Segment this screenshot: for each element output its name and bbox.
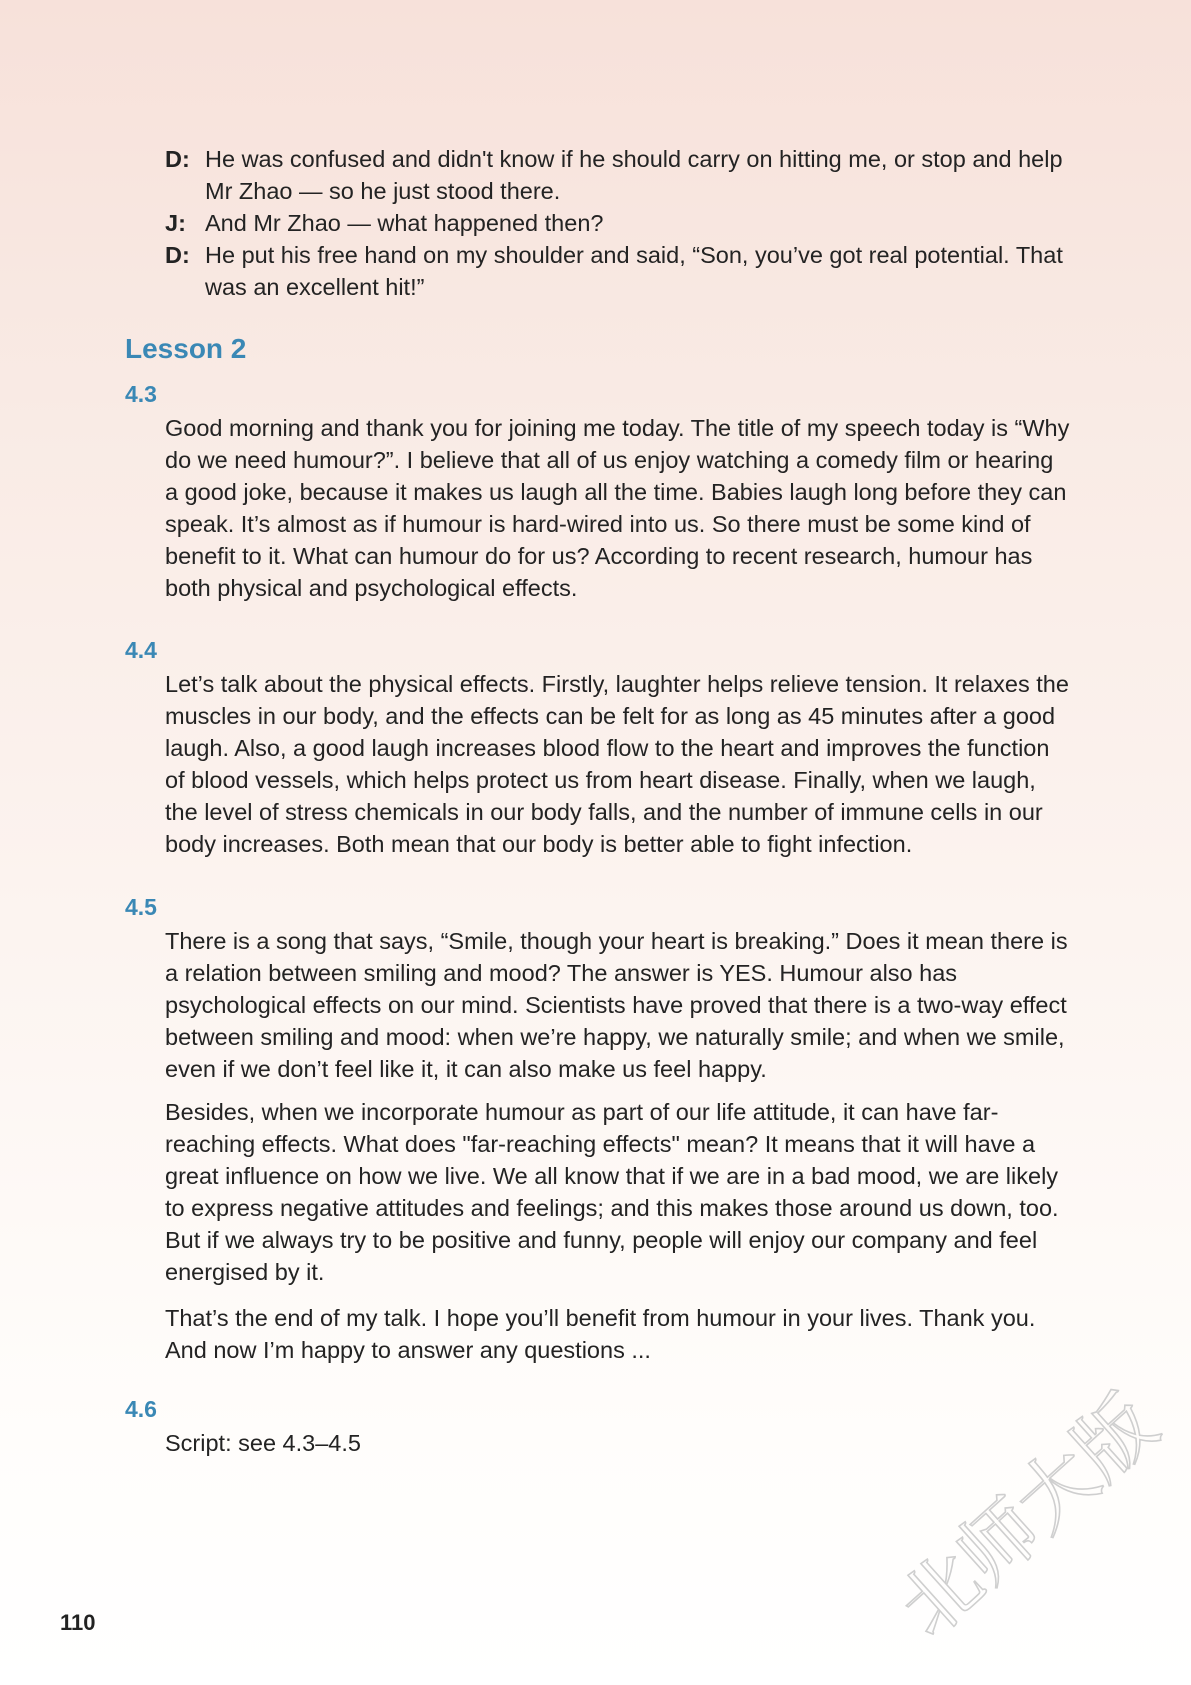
section-number-4-3: 4.3 — [125, 381, 157, 407]
section-number-4-5: 4.5 — [125, 894, 157, 920]
page-number: 110 — [60, 1610, 96, 1635]
speaker-label: J: — [165, 210, 186, 236]
dialogue-text: He put his free hand on my shoulder and said, “Son, you’ve got real potential. That was an excellent hit!” — [205, 242, 1063, 300]
section-4-3-paragraph: Good morning and thank you for joining me today. The title of my speech today is “Why do we need humour?”. I believe that all of us enjoy watching a comedy film or hearing a good joke, because it makes us laugh all the time. Babies laugh long before they can speak. It’s almost as if humour is hard-wired into us. So there must be some kind of benefit to it. What can humour do for us? According to recent research, humour has both physical and psychological effects. — [165, 415, 1070, 601]
dialogue-block — [165, 143, 1065, 303]
section-4-6-paragraph: Script: see 4.3–4.5 — [165, 1430, 361, 1456]
dialogue-text: He was confused and didn't know if he should carry on hitting me, or stop and help Mr Zhao — so he just stood there. — [205, 146, 1063, 204]
section-4-5-paragraph-1: There is a song that says, “Smile, though your heart is breaking.” Does it mean there is a relation between smiling and mood? The answer is YES. Humour also has psychological effects on our mind. Scientists have proved that there is a two-way effect between smiling and mood: when we’re happy, we naturally smile; and when we smile, even if we don’t feel like it, it can also make us feel happy. — [165, 928, 1068, 1082]
lesson-title: Lesson 2 — [125, 333, 247, 364]
dialogue-text: And Mr Zhao — what happened then? — [205, 210, 604, 236]
section-4-5-paragraph-3: That’s the end of my talk. I hope you’ll benefit from humour in your lives. Thank you. And now I’m happy to answer any questions ... — [165, 1305, 1036, 1363]
dialogue-line — [165, 207, 1065, 239]
dialogue-line — [165, 239, 1065, 303]
dialogue-line — [165, 143, 1065, 207]
watermark-text: 北师大版 — [882, 1378, 1175, 1655]
section-number-4-6: 4.6 — [125, 1396, 157, 1422]
publisher-watermark — [870, 1370, 1190, 1670]
section-4-4-paragraph: Let’s talk about the physical effects. Firstly, laughter helps relieve tension. It relaxes the muscles in our body, and the effects can be felt for as long as 45 minutes after a good laugh. Also, a good laugh increases blood flow to the heart and improves the function of blood vessels, which helps protect us from heart disease. Finally, when we laugh, the level of stress chemicals in our body falls, and the number of immune cells in our body increases. Both mean that our body is better able to fight infection. — [165, 671, 1069, 857]
section-number-4-4: 4.4 — [125, 637, 157, 663]
section-4-5-paragraph-2: Besides, when we incorporate humour as part of our life attitude, it can have far-reaching effects. What does "far-reaching effects" mean? It means that it will have a great influence on how we live. We all know that if we are in a bad mood, we are likely to express negative attitudes and feelings; and this makes those around us down, too. But if we always try to be positive and funny, people will enjoy our company and feel energised by it. — [165, 1099, 1059, 1285]
speaker-label: D: — [165, 146, 190, 172]
speaker-label: D: — [165, 242, 190, 268]
